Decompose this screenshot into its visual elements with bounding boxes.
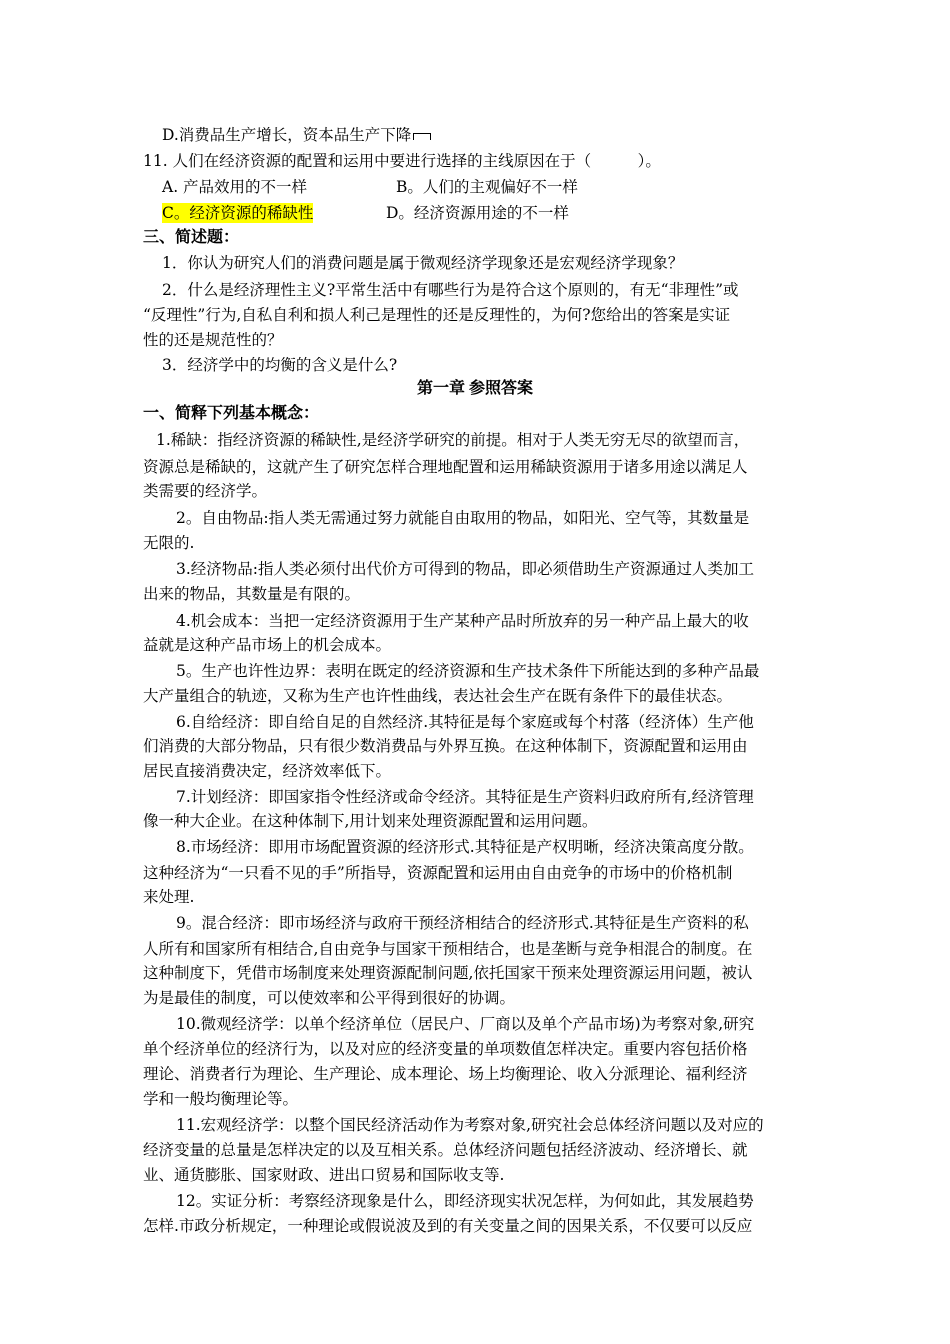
answer-line: 类需要的经济学。 — [143, 482, 268, 500]
answer-line: 居民直接消费决定，经济效率低下。 — [143, 762, 392, 780]
answer-line: 大产量组合的轨迹，又称为生产也许性曲线，表达社会生产在既有条件下的最佳状态。 — [143, 687, 733, 705]
answer-line: 人所有和国家所有相结合,自由竞争与国家干预相结合，也是垄断与竞争相混合的制度。在 — [143, 940, 753, 958]
answer-line: 为是最佳的制度，可以使效率和公平得到很好的协调。 — [143, 989, 516, 1007]
answers-chapter-title: 第一章 参照答案 — [416, 380, 533, 397]
answer-line: 7.计划经济：即国家指令性经济或命令经济。其特征是生产资料归政府所有,经济管理 — [176, 788, 754, 806]
answer-line: 无限的. — [143, 534, 195, 552]
option-d-line — [162, 125, 431, 145]
option-d-text: D.消费品生产增长，资本品生产下降 — [162, 126, 412, 144]
answer-line: 5。生产也许性边界：表明在既定的经济资源和生产技术条件下所能达到的多种产品最 — [176, 662, 760, 680]
answer-line: 经济变量的总量是怎样决定的以及互相关系。总体经济问题包括经济波动、经济增长、就 — [143, 1141, 748, 1159]
answer-line: 这种经济为“一只看不见的手”所指导，资源配置和运用由自由竞争的市场中的价格机制 — [143, 864, 733, 882]
answer-line: 益就是这种产品市场上的机会成本。 — [143, 636, 392, 654]
answer-line: 6.自给经济：即自给自足的自然经济.其特征是每个家庭或每个村落（经济体）生产他 — [176, 713, 754, 731]
question-11-option-c-highlighted: C。经济资源的稀缺性 — [162, 204, 314, 222]
short-question-1: 1．你认为研究人们的消费问题是属于微观经济学现象还是宏观经济学现象？ — [162, 254, 684, 272]
short-question-2-line-3: 性的还是规范性的？ — [143, 331, 283, 349]
answer-line: 怎样.市政分析规定，一种理论或假说波及到的有关变量之间的因果关系，不仅要可以反应 — [143, 1217, 753, 1235]
answer-line: 理论、消费者行为理论、生产理论、成本理论、场上均衡理论、收入分派理论、福利经济 — [143, 1065, 748, 1083]
section-3-heading: 三、简述题： — [143, 229, 240, 246]
short-question-2-line-2: “反理性”行为,自私自利和损人利己是理性的还是反理性的，为何?您给出的答案是实证 — [143, 306, 731, 324]
answer-line: 3.经济物品:指人类必须付出代价方可得到的物品，即必须借助生产资源通过人类加工 — [176, 560, 755, 578]
answer-line: 10.微观经济学：以单个经济单位（居民户、厂商以及单个产品市场)为考察对象,研究 — [176, 1015, 755, 1033]
answer-line: 4.机会成本：当把一定经济资源用于生产某种产品时所放弃的另一种产品上最大的收 — [176, 612, 749, 630]
answer-line: 8.市场经济：即用市场配置资源的经济形式.其特征是产权明晰，经济决策高度分散。 — [176, 838, 754, 856]
short-question-3: 3．经济学中的均衡的含义是什么? — [162, 356, 398, 374]
text-cursor-mark — [413, 133, 431, 140]
answer-line: 12。实证分析：考察经济现象是什么，即经济现实状况怎样，为何如此，其发展趋势 — [176, 1192, 754, 1210]
question-11-option-d: D。经济资源用途的不一样 — [386, 204, 569, 222]
answer-line: 像一种大企业。在这种体制下,用计划来处理资源配置和运用问题。 — [143, 812, 598, 830]
question-11-option-a: A. 产品效用的不一样 — [162, 178, 308, 196]
answers-section-1-heading: 一、简释下列基本概念： — [143, 405, 320, 422]
answer-line: 出来的物品，其数量是有限的。 — [143, 585, 361, 603]
question-11: 11. 人们在经济资源的配置和运用中要进行选择的主线原因在于（ ）。 — [143, 152, 661, 170]
answer-line: 们消费的大部分物品，只有很少数消费品与外界互换。在这种体制下，资源配置和运用由 — [143, 737, 748, 755]
short-question-2-line-1: 2．什么是经济理性主义?平常生活中有哪些行为是符合这个原则的，有无“非理性”或 — [162, 281, 739, 299]
answer-line: 业、通货膨胀、国家财政、进出口贸易和国际收支等. — [143, 1166, 505, 1184]
answer-line: 1.稀缺：指经济资源的稀缺性,是经济学研究的前提。相对于人类无穷无尽的欲望而言， — [156, 431, 750, 449]
answer-line: 9。混合经济：即市场经济与政府干预经济相结合的经济形式.其特征是生产资料的私 — [176, 914, 749, 932]
answer-line: 资源总是稀缺的，这就产生了研究怎样合理地配置和运用稀缺资源用于诸多用途以满足人 — [143, 458, 748, 476]
answer-line: 这种制度下，凭借市场制度来处理资源配制问题,依托国家干预来处理资源运用问题，被认 — [143, 964, 753, 982]
answer-line: 2。自由物品:指人类无需通过努力就能自由取用的物品，如阳光、空气等，其数量是 — [176, 509, 750, 527]
answer-line: 来处理. — [143, 888, 195, 906]
answer-line: 单个经济单位的经济行为，以及对应的经济变量的单项数值怎样决定。重要内容包括价格 — [143, 1040, 748, 1058]
answer-line: 学和一般均衡理论等。 — [143, 1090, 299, 1108]
answer-line: 11.宏观经济学：以整个国民经济活动作为考察对象,研究社会总体经济问题以及对应的 — [176, 1116, 764, 1134]
question-11-option-b: B。人们的主观偏好不一样 — [396, 178, 578, 196]
